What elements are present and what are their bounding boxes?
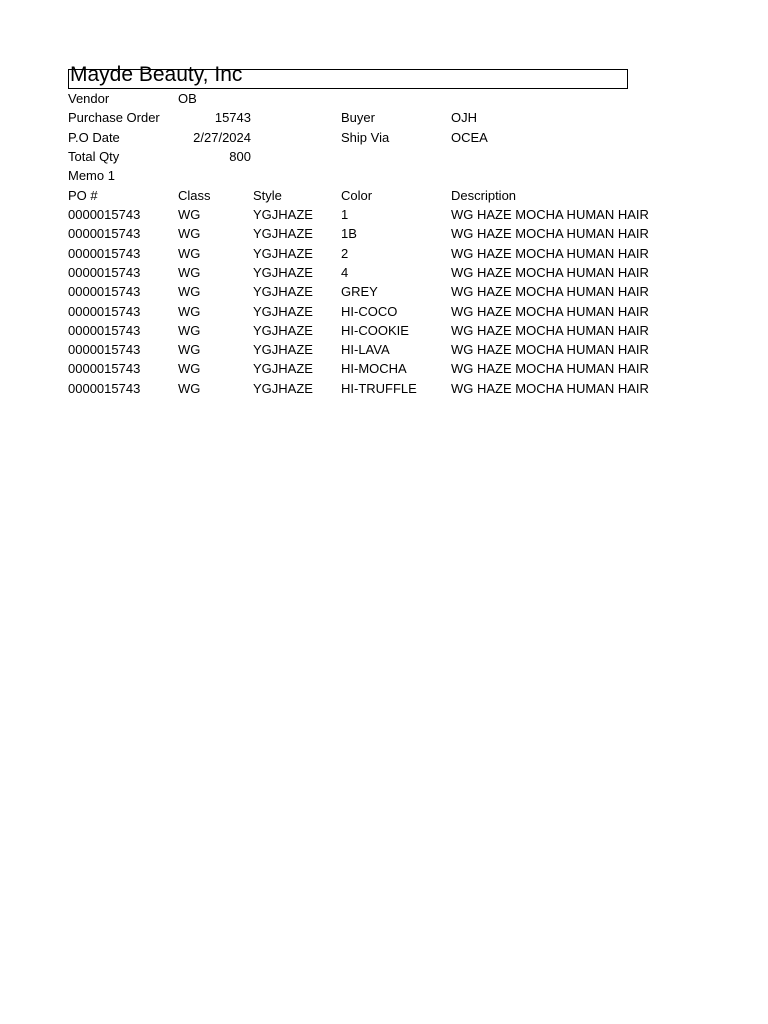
style-cell: YGJHAZE (253, 265, 313, 280)
class-cell: WG (178, 246, 201, 261)
class-cell: WG (178, 304, 201, 319)
po-number-cell: 0000015743 (68, 304, 141, 319)
class-cell: WG (178, 381, 201, 396)
po-number-cell: 0000015743 (68, 265, 141, 280)
style-cell: YGJHAZE (253, 284, 313, 299)
color-cell: 1 (341, 207, 349, 222)
style-cell: YGJHAZE (253, 361, 313, 376)
po-number-cell: 0000015743 (68, 323, 141, 338)
vendor-label: Vendor (68, 91, 110, 106)
ship-via-value: OCEA (451, 130, 488, 145)
class-cell: WG (178, 323, 201, 338)
table-row (68, 361, 649, 380)
header-description: Description (451, 188, 517, 203)
class-cell: WG (178, 361, 201, 376)
color-cell: HI-TRUFFLE (341, 381, 417, 396)
table-row (68, 246, 649, 265)
buyer-label: Buyer (341, 110, 375, 125)
style-cell: YGJHAZE (253, 226, 313, 241)
class-cell: WG (178, 265, 201, 280)
memo-label: Memo 1 (68, 168, 115, 183)
po-number-cell: 0000015743 (68, 284, 141, 299)
class-cell: WG (178, 226, 201, 241)
total-qty-value: 800 (229, 149, 251, 164)
color-cell: 4 (341, 265, 349, 280)
style-cell: YGJHAZE (253, 342, 313, 357)
style-cell: YGJHAZE (253, 323, 313, 338)
po-number-cell: 0000015743 (68, 246, 141, 261)
color-cell: 1B (341, 226, 357, 241)
header-color: Color (341, 188, 373, 203)
description-cell: WG HAZE MOCHA HUMAN HAIR (451, 284, 649, 299)
class-cell: WG (178, 284, 201, 299)
color-cell: HI-COOKIE (341, 323, 409, 338)
table-row (68, 207, 649, 226)
description-cell: WG HAZE MOCHA HUMAN HAIR (451, 226, 649, 241)
table-row (68, 226, 649, 245)
color-cell: HI-MOCHA (341, 361, 407, 376)
po-number-cell: 0000015743 (68, 342, 141, 357)
company-title-cell (68, 63, 628, 89)
class-cell: WG (178, 342, 201, 357)
company-name: Mayde Beauty, Inc (70, 63, 243, 86)
po-number-cell: 0000015743 (68, 207, 141, 222)
style-cell: YGJHAZE (253, 207, 313, 222)
description-cell: WG HAZE MOCHA HUMAN HAIR (451, 342, 649, 357)
header-po-number: PO # (68, 188, 98, 203)
total-qty-label: Total Qty (68, 149, 120, 164)
po-number-cell: 0000015743 (68, 381, 141, 396)
po-date-label: P.O Date (68, 130, 120, 145)
table-row (68, 342, 649, 361)
table-row (68, 284, 649, 303)
description-cell: WG HAZE MOCHA HUMAN HAIR (451, 304, 649, 319)
color-cell: GREY (341, 284, 378, 299)
table-row (68, 323, 649, 342)
purchase-order-sheet (68, 60, 649, 410)
po-number-cell: 0000015743 (68, 226, 141, 241)
table-header-row (68, 187, 628, 206)
description-cell: WG HAZE MOCHA HUMAN HAIR (451, 207, 649, 222)
color-cell: HI-COCO (341, 304, 398, 319)
purchase-order-label: Purchase Order (68, 110, 160, 125)
description-cell: WG HAZE MOCHA HUMAN HAIR (451, 381, 649, 396)
description-cell: WG HAZE MOCHA HUMAN HAIR (451, 323, 649, 338)
style-cell: YGJHAZE (253, 381, 313, 396)
description-cell: WG HAZE MOCHA HUMAN HAIR (451, 361, 649, 376)
header-class: Class (178, 188, 211, 203)
table-row (68, 381, 649, 400)
po-date-value: 2/27/2024 (193, 130, 251, 145)
class-cell: WG (178, 207, 201, 222)
style-cell: YGJHAZE (253, 246, 313, 261)
description-cell: WG HAZE MOCHA HUMAN HAIR (451, 265, 649, 280)
color-cell: HI-LAVA (341, 342, 390, 357)
description-cell: WG HAZE MOCHA HUMAN HAIR (451, 246, 649, 261)
table-row (68, 265, 649, 284)
po-number-cell: 0000015743 (68, 361, 141, 376)
style-cell: YGJHAZE (253, 304, 313, 319)
table-row (68, 304, 649, 323)
buyer-value: OJH (451, 110, 477, 125)
header-style: Style (253, 188, 282, 203)
color-cell: 2 (341, 246, 349, 261)
vendor-value: OB (178, 91, 197, 106)
purchase-order-value: 15743 (214, 110, 251, 125)
ship-via-label: Ship Via (341, 130, 390, 145)
